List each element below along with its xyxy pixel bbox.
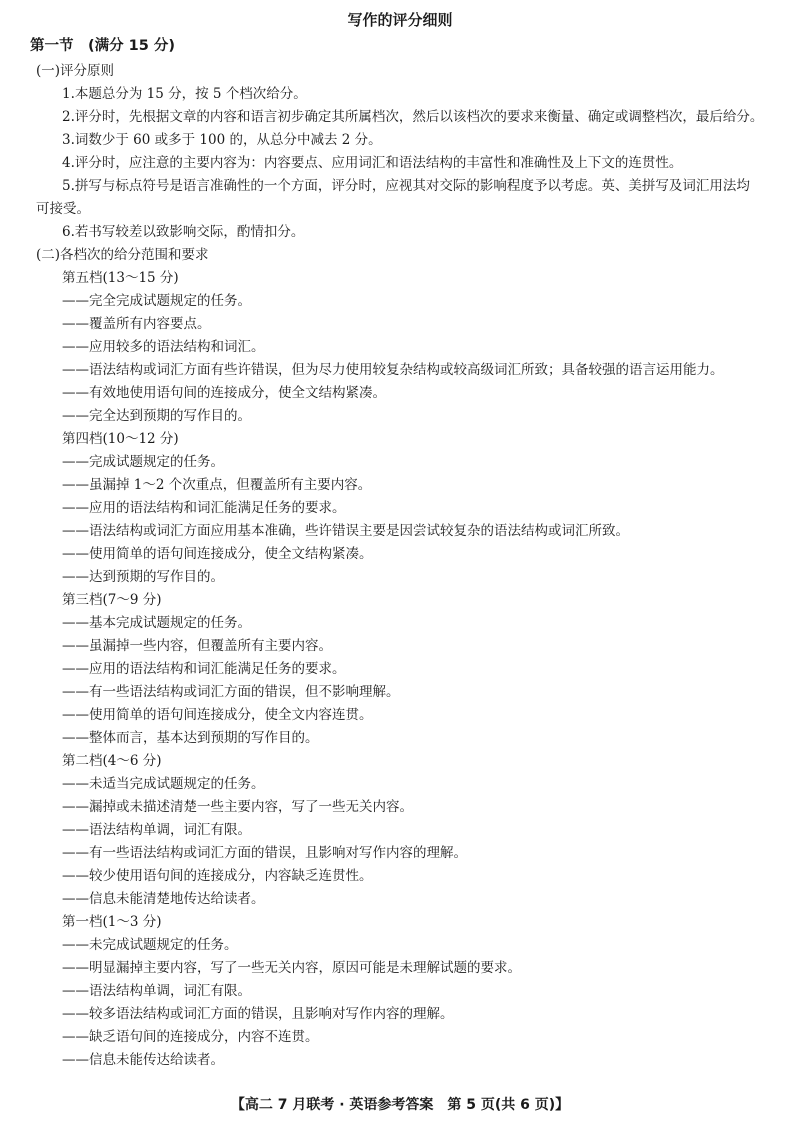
grade-criterion: ——明显漏掉主要内容，写了一些无关内容，原因可能是未理解试题的要求。 bbox=[62, 960, 521, 976]
grade-criterion: ——完全达到预期的写作目的。 bbox=[62, 408, 251, 424]
grade-criterion: ——有一些语法结构或词汇方面的错误，但不影响理解。 bbox=[62, 684, 400, 700]
grade-heading: 第五档(13～15 分) bbox=[62, 270, 179, 286]
grade-criterion: ——未完成试题规定的任务。 bbox=[62, 937, 238, 953]
grade-criterion: ——有一些语法结构或词汇方面的错误，且影响对写作内容的理解。 bbox=[62, 845, 467, 861]
page-title: 写作的评分细则 bbox=[347, 11, 453, 29]
grade-criterion: ——整体而言，基本达到预期的写作目的。 bbox=[62, 730, 319, 746]
principle-item: 2.评分时，先根据文章的内容和语言初步确定其所属档次，然后以该档次的要求来衡量、确定或调整档次，最后给分。 bbox=[62, 109, 764, 125]
grade-criterion: ——应用的语法结构和词汇能满足任务的要求。 bbox=[62, 661, 346, 677]
principle-item: 6.若书写较差以致影响交际，酌情扣分。 bbox=[62, 224, 305, 240]
grade-criterion: ——基本完成试题规定的任务。 bbox=[62, 615, 251, 631]
grade-criterion: ——信息未能传达给读者。 bbox=[62, 1052, 224, 1068]
grade-criterion: ——较少使用语句间的连接成分，内容缺乏连贯性。 bbox=[62, 868, 373, 884]
grade-criterion: ——未适当完成试题规定的任务。 bbox=[62, 776, 265, 792]
grade-criterion: ——较多语法结构或词汇方面的错误，且影响对写作内容的理解。 bbox=[62, 1006, 454, 1022]
section-title: 第一节 (满分 15 分) bbox=[30, 38, 176, 54]
grade-criterion: ——完全完成试题规定的任务。 bbox=[62, 293, 251, 309]
grade-criterion: ——漏掉或未描述清楚一些主要内容，写了一些无关内容。 bbox=[62, 799, 413, 815]
grade-criterion: ——虽漏掉 1～2 个次重点，但覆盖所有主要内容。 bbox=[62, 477, 372, 493]
grade-criterion: ——达到预期的写作目的。 bbox=[62, 569, 224, 585]
grade-criterion: ——使用简单的语句间连接成分，使全文结构紧凑。 bbox=[62, 546, 373, 562]
grade-criterion: ——应用较多的语法结构和词汇。 bbox=[62, 339, 265, 355]
principle-item: 1.本题总分为 15 分，按 5 个档次给分。 bbox=[62, 86, 307, 102]
grade-criterion: ——虽漏掉一些内容，但覆盖所有主要内容。 bbox=[62, 638, 332, 654]
levels-heading: (二)各档次的给分范围和要求 bbox=[36, 247, 209, 263]
grade-criterion: ——覆盖所有内容要点。 bbox=[62, 316, 211, 332]
grade-criterion: ——语法结构或词汇方面有些许错误，但为尽力使用较复杂结构或较高级词汇所致；具备较强的语言运用能力。 bbox=[62, 362, 724, 378]
principles-heading: (一)评分原则 bbox=[36, 63, 115, 79]
principle-item: 3.词数少于 60 或多于 100 的，从总分中减去 2 分。 bbox=[62, 132, 382, 148]
grade-heading: 第三档(7～9 分) bbox=[62, 592, 162, 608]
grade-criterion: ——完成试题规定的任务。 bbox=[62, 454, 224, 470]
grade-heading: 第一档(1～3 分) bbox=[62, 914, 162, 930]
grade-criterion: ——语法结构单调，词汇有限。 bbox=[62, 983, 251, 999]
grade-criterion: ——有效地使用语句间的连接成分，使全文结构紧凑。 bbox=[62, 385, 386, 401]
page-footer: 【高二 7 月联考 · 英语参考答案 第 5 页(共 6 页)】 bbox=[230, 1097, 570, 1113]
grade-criterion: ——语法结构或词汇方面应用基本准确，些许错误主要是因尝试较复杂的语法结构或词汇所致。 bbox=[62, 523, 629, 539]
grade-criterion: ——信息未能清楚地传达给读者。 bbox=[62, 891, 265, 907]
grade-criterion: ——应用的语法结构和词汇能满足任务的要求。 bbox=[62, 500, 346, 516]
grade-criterion: ——使用简单的语句间连接成分，使全文内容连贯。 bbox=[62, 707, 373, 723]
principle-item-continued: 可接受。 bbox=[36, 201, 90, 217]
grade-heading: 第四档(10～12 分) bbox=[62, 431, 179, 447]
grade-criterion: ——语法结构单调，词汇有限。 bbox=[62, 822, 251, 838]
principle-item: 4.评分时，应注意的主要内容为：内容要点、应用词汇和语法结构的丰富性和准确性及上下文的连贯性。 bbox=[62, 155, 683, 171]
grade-heading: 第二档(4～6 分) bbox=[62, 753, 162, 769]
principle-item: 5.拼写与标点符号是语言准确性的一个方面，评分时，应视其对交际的影响程度予以考虑。英、美拼写及词汇用法均 bbox=[62, 178, 750, 194]
grade-criterion: ——缺乏语句间的连接成分，内容不连贯。 bbox=[62, 1029, 319, 1045]
